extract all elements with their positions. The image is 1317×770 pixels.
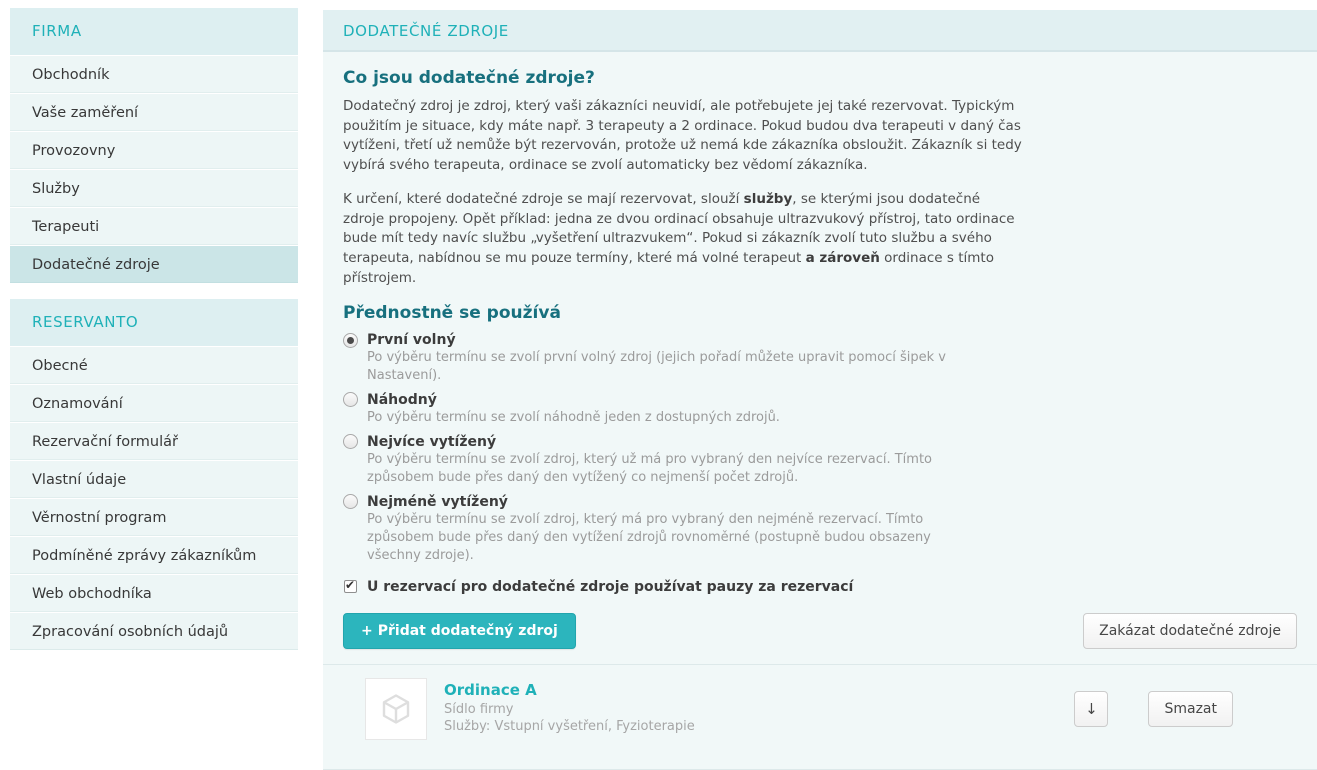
sidebar-item-va-e-zam-en-[interactable]: Vaše zaměření [10,93,298,131]
sidebar-item-terapeuti[interactable]: Terapeuti [10,207,298,245]
add-resource-label: Přidat dodatečný zdroj [377,622,558,639]
pause-checkbox-row[interactable] [344,579,1297,595]
resource-name-link[interactable]: Ordinace A [444,681,537,700]
priority-option[interactable] [343,494,1297,565]
sidebar-section [10,8,298,283]
arrow-down-icon: ↓ [1085,699,1098,718]
sidebar-item-zpracov-n-osobn-ch-daj-[interactable]: Zpracování osobních údajů [10,612,298,650]
priority-option[interactable] [343,434,1297,487]
section-heading-what: Co jsou dodatečné zdroje? [343,68,595,88]
radio-icon[interactable] [343,494,358,509]
intro-p2-bold-zaroven: a zároveň [805,249,880,266]
sidebar-item-obchodn-k[interactable]: Obchodník [10,55,298,93]
sidebar-item-dodate-n-zdroje[interactable]: Dodatečné zdroje [10,245,298,283]
priority-option-header [343,392,1297,408]
intro-p2-text: K určení, které dodatečné zdroje se mají rezervovat, slouží [343,191,744,208]
sidebar-item-web-obchodn-ka[interactable]: Web obchodníka [10,574,298,612]
sidebar-item-provozovny[interactable]: Provozovny [10,131,298,169]
priority-option-header [343,332,1297,348]
intro-p2-text: ordinace s tímto přístrojem. [343,249,994,286]
sidebar-section [10,299,298,650]
priority-option-label: První volný [367,332,456,349]
sidebar-item-oznamov-n-[interactable]: Oznamování [10,384,298,422]
intro-paragraph-2 [343,190,1023,288]
page-title: DODATEČNÉ ZDROJE [323,10,1317,52]
pause-checkbox-label: U rezervací pro dodatečné zdroje používat pauzy za rezervací [367,578,854,595]
add-resource-button[interactable] [343,613,576,649]
priority-option-header [343,494,1297,510]
resource-list-item [343,665,1297,754]
disable-resources-button[interactable]: Zakázat dodatečné zdroje [1083,613,1297,649]
resource-thumbnail [365,678,427,740]
radio-icon[interactable] [343,392,358,407]
priority-option-label: Nejvíce vytížený [367,433,497,450]
delete-resource-button[interactable]: Smazat [1148,691,1233,727]
priority-option-description: Po výběru termínu se zvolí první volný zdroj (jejich pořadí můžete upravit pomocí šipek v Nastavení). [367,350,947,383]
intro-p2-bold-sluzby: služby [743,191,793,208]
sidebar-item-obecn-[interactable]: Obecné [10,346,298,384]
checkbox-icon[interactable] [344,580,357,593]
priority-option-description: Po výběru termínu se zvolí náhodně jeden z dostupných zdrojů. [367,409,780,425]
priority-option-label: Nejméně vytížený [367,493,508,510]
priority-option-label: Náhodný [367,391,437,408]
resource-info [444,681,1074,736]
sidebar [10,8,298,666]
sidebar-item-podm-n-n-zpr-vy-z-kazn-k-m[interactable]: Podmíněné zprávy zákazníkům [10,536,298,574]
priority-option-description: Po výběru termínu se zvolí zdroj, který má pro vybraný den nejméně rezervací. Tímto způsobem bude přes daný den vytížení zdrojů rovnoměrné (postupně budou obsazeny všechny zdroje). [367,511,931,563]
resource-actions [1074,691,1233,727]
radio-icon[interactable] [343,434,358,449]
priority-option-description: Po výběru termínu se zvolí zdroj, který už má pro vybraný den nejvíce rezervací. Tímto způsobem bude přes daný den vytížený co nejmenší počet zdrojů. [367,451,932,485]
radio-icon[interactable] [343,333,358,348]
sidebar-item-slu-by[interactable]: Služby [10,169,298,207]
resource-services: Služby: Vstupní vyšetření, Fyzioterapie [444,719,695,735]
actions-row [343,613,1297,649]
main-content [323,10,1317,735]
sidebar-item-v-rnostn-program[interactable]: Věrnostní program [10,498,298,536]
plus-icon: + [361,622,373,639]
cube-icon [378,691,414,727]
intro-p2-text: , se kterými jsou dodatečné zdroje propojeny. Opět příklad: jedna ze dvou ordinací obsahuje ultrazvukový přístroj, tato ordinace bude mít tedy navíc službu „vyšetření ultrazvukem“. Pokud si zákazník zvolí tuto službu a svého terapeuta, nabídnou se mu pouze termíny, které má volné terapeut [343,191,1015,266]
sidebar-section-title: RESERVANTO [10,299,298,346]
sidebar-item-vlastn-daje[interactable]: Vlastní údaje [10,460,298,498]
priority-radio-group [343,332,1297,565]
sidebar-section-title: FIRMA [10,8,298,55]
intro-paragraph-1: Dodatečný zdroj je zdroj, který vaši zákazníci neuvidí, ale potřebujete jej také rezervovat. Typickým použitím je situace, kdy máte např. 3 terapeuty a 2 ordinace. Pokud budou dva terapeuti v daný čas vytíženi, třetí už nemůže být rezervován, protože už nemá kde zákazníka obsloužit. Zákazník si tedy vybírá svého terapeuta, ordinace se zvolí automaticky bez vědomí zákazníka. [343,98,1022,173]
section-heading-priority: Přednostně se používá [343,303,561,324]
divider [323,769,1317,770]
priority-option[interactable] [343,392,1297,427]
content-area [323,52,1317,770]
resource-location: Sídlo firmy [444,701,514,717]
sidebar-item-rezerva-n-formul-[interactable]: Rezervační formulář [10,422,298,460]
priority-option[interactable] [343,332,1297,385]
priority-option-header [343,434,1297,450]
move-down-button[interactable] [1074,691,1108,727]
